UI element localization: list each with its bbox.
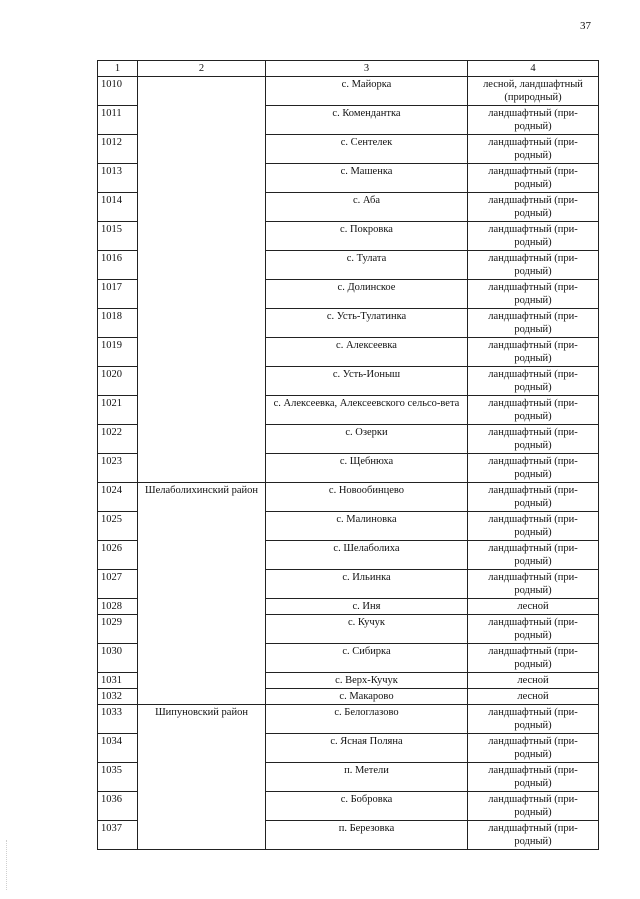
row-number: 1027 xyxy=(98,570,138,599)
row-number: 1026 xyxy=(98,541,138,570)
row-number: 1033 xyxy=(98,705,138,734)
row-number: 1019 xyxy=(98,338,138,367)
settlement-cell: с. Тулата xyxy=(266,251,468,280)
row-number: 1017 xyxy=(98,280,138,309)
zone-type-cell: ландшафтный (при-родный) xyxy=(468,644,599,673)
row-number: 1036 xyxy=(98,792,138,821)
settlement-cell: с. Алексеевка, Алексеевского сельсо-вета xyxy=(266,396,468,425)
settlement-cell: с. Макарово xyxy=(266,689,468,705)
row-number: 1011 xyxy=(98,106,138,135)
settlement-cell: с. Малиновка xyxy=(266,512,468,541)
zone-type-cell: ландшафтный (при-родный) xyxy=(468,135,599,164)
zone-type-cell: ландшафтный (при-родный) xyxy=(468,763,599,792)
row-number: 1021 xyxy=(98,396,138,425)
row-number: 1023 xyxy=(98,454,138,483)
settlement-cell: с. Усть-Ионыш xyxy=(266,367,468,396)
zone-type-cell: ландшафтный (при-родный) xyxy=(468,615,599,644)
settlement-cell: с. Усть-Тулатинка xyxy=(266,309,468,338)
row-number: 1013 xyxy=(98,164,138,193)
row-number: 1034 xyxy=(98,734,138,763)
settlement-cell: с. Кучук xyxy=(266,615,468,644)
row-number: 1014 xyxy=(98,193,138,222)
settlement-cell: с. Долинское xyxy=(266,280,468,309)
zone-type-cell: ландшафтный (при-родный) xyxy=(468,483,599,512)
row-number: 1016 xyxy=(98,251,138,280)
district-cell xyxy=(138,77,266,483)
row-number: 1030 xyxy=(98,644,138,673)
row-number: 1012 xyxy=(98,135,138,164)
zone-type-cell: ландшафтный (при-родный) xyxy=(468,164,599,193)
zone-type-cell: ландшафтный (при-родный) xyxy=(468,512,599,541)
zone-type-cell: лесной xyxy=(468,689,599,705)
row-number: 1018 xyxy=(98,309,138,338)
zone-type-cell: ландшафтный (при-родный) xyxy=(468,106,599,135)
row-number: 1035 xyxy=(98,763,138,792)
zone-type-cell: ландшафтный (при-родный) xyxy=(468,309,599,338)
column-header-2: 2 xyxy=(138,61,266,77)
zone-type-cell: ландшафтный (при-родный) xyxy=(468,792,599,821)
row-number: 1020 xyxy=(98,367,138,396)
settlement-cell: с. Бобровка xyxy=(266,792,468,821)
settlement-cell: с. Новообинцево xyxy=(266,483,468,512)
settlement-cell: с. Щебнюха xyxy=(266,454,468,483)
zone-type-cell: ландшафтный (при-родный) xyxy=(468,734,599,763)
column-header-1: 1 xyxy=(98,61,138,77)
table-row xyxy=(98,483,599,512)
table-header-row xyxy=(98,61,599,77)
settlement-cell: с. Ильинка xyxy=(266,570,468,599)
zone-type-cell: ландшафтный (при-родный) xyxy=(468,425,599,454)
table-row xyxy=(98,77,599,106)
row-number: 1022 xyxy=(98,425,138,454)
settlement-cell: с. Белоглазово xyxy=(266,705,468,734)
row-number: 1031 xyxy=(98,673,138,689)
row-number: 1024 xyxy=(98,483,138,512)
table-body xyxy=(98,77,599,850)
zone-type-cell: ландшафтный (при-родный) xyxy=(468,338,599,367)
scan-margin-marks xyxy=(6,840,11,890)
row-number: 1032 xyxy=(98,689,138,705)
settlement-cell: с. Сентелек xyxy=(266,135,468,164)
row-number: 1029 xyxy=(98,615,138,644)
zone-type-cell: лесной xyxy=(468,599,599,615)
zone-type-cell: ландшафтный (при-родный) xyxy=(468,570,599,599)
row-number: 1025 xyxy=(98,512,138,541)
row-number: 1028 xyxy=(98,599,138,615)
column-header-3: 3 xyxy=(266,61,468,77)
page-number: 37 xyxy=(580,20,591,32)
zone-type-cell: ландшафтный (при-родный) xyxy=(468,193,599,222)
row-number: 1037 xyxy=(98,821,138,850)
settlement-cell: с. Иня xyxy=(266,599,468,615)
table-row xyxy=(98,705,599,734)
zone-type-cell: лесной, ландшафтный (природный) xyxy=(468,77,599,106)
zone-type-cell: ландшафтный (при-родный) xyxy=(468,454,599,483)
zone-type-cell: ландшафтный (при-родный) xyxy=(468,396,599,425)
settlement-cell: с. Ясная Поляна xyxy=(266,734,468,763)
settlement-cell: с. Майорка xyxy=(266,77,468,106)
settlement-cell: с. Верх-Кучук xyxy=(266,673,468,689)
zone-type-cell: ландшафтный (при-родный) xyxy=(468,280,599,309)
zone-type-cell: ландшафтный (при-родный) xyxy=(468,705,599,734)
zone-type-cell: лесной xyxy=(468,673,599,689)
zone-type-cell: ландшафтный (при-родный) xyxy=(468,541,599,570)
zone-type-cell: ландшафтный (при-родный) xyxy=(468,821,599,850)
districts-table xyxy=(97,60,599,850)
settlement-cell: п. Метели xyxy=(266,763,468,792)
settlement-cell: с. Сибирка xyxy=(266,644,468,673)
zone-type-cell: ландшафтный (при-родный) xyxy=(468,222,599,251)
settlement-cell: с. Аба xyxy=(266,193,468,222)
settlement-cell: п. Березовка xyxy=(266,821,468,850)
settlement-cell: с. Озерки xyxy=(266,425,468,454)
zone-type-cell: ландшафтный (при-родный) xyxy=(468,251,599,280)
zone-type-cell: ландшафтный (при-родный) xyxy=(468,367,599,396)
district-cell: Шелаболихинский район xyxy=(138,483,266,705)
settlement-cell: с. Машенка xyxy=(266,164,468,193)
settlement-cell: с. Покровка xyxy=(266,222,468,251)
column-header-4: 4 xyxy=(468,61,599,77)
settlement-cell: с. Комендантка xyxy=(266,106,468,135)
settlement-cell: с. Алексеевка xyxy=(266,338,468,367)
row-number: 1015 xyxy=(98,222,138,251)
row-number: 1010 xyxy=(98,77,138,106)
district-cell: Шипуновский район xyxy=(138,705,266,850)
settlement-cell: с. Шелаболиха xyxy=(266,541,468,570)
